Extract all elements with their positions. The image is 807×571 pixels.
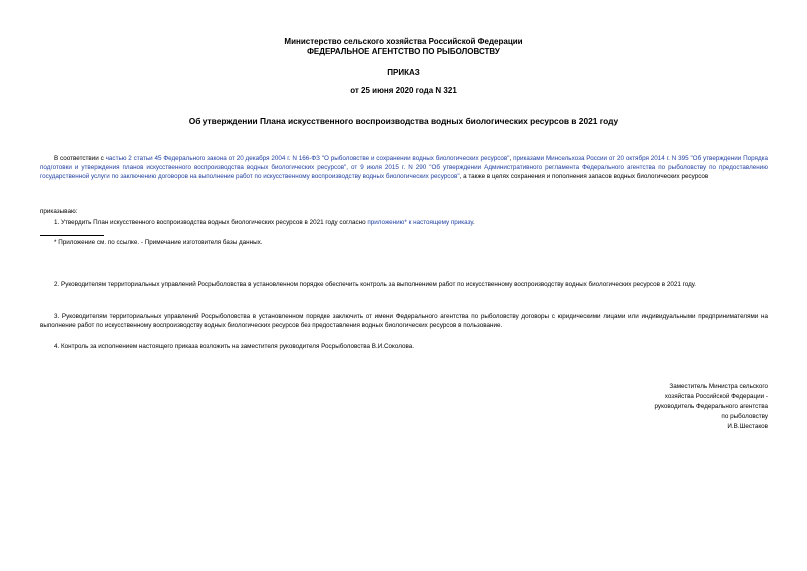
signature-line-3: руководитель Федерального агентства — [654, 403, 768, 411]
footnote-text: * Приложение см. по ссылке. - Примечание изготовителя базы данных. — [54, 239, 263, 246]
item-1-text: 1. Утвердить План искусственного воспроизводства водных биологических ресурсов в 2021 году согласно — [54, 219, 368, 226]
appendix-link[interactable]: приложению* к настоящему приказу — [367, 219, 473, 226]
signature-line-4: по рыболовству — [721, 413, 768, 421]
signature-block — [560, 382, 768, 432]
signature-line-2: хозяйства Российской Федерации - — [664, 393, 768, 401]
signature-name: И.В.Шестаков — [727, 423, 768, 431]
law-link[interactable]: частью 2 статьи 45 Федерального закона от 20 декабря 2004 г. N 166-ФЗ "О рыболовстве и сохранении водных биологических ресурсов" — [105, 155, 510, 162]
item-3-paragraph: 3. Руководителям территориальных управлений Росрыболовства в установленном порядке заключить от имени Федерального агентства по рыболовству договоры с юридическими лицами или индивидуальными предпринимателями на выполнение работ по искусственному воспроизводству водных биологических ресурсов без предоставления водных биологических ресурсов в пользование. — [40, 313, 768, 329]
intro-paragraph — [40, 155, 768, 182]
intro-text-3: , а также в целях сохранения и пополнения запасов водных биологических ресурсов — [459, 172, 709, 180]
orders-link[interactable]: приказами Минсельхоза России от 20 октября 2014 г. N 395 "Об утверждении Порядка подготовки и утверждения планов искусственного воспроизводства водных биологических ресурсов", от 9 июля 2015 г. N 290 "Об утверждении Административного регламента Федерального агентства по рыболовству по предоставлению государственной услуги по заключению договоров на выполнение работ по искусственному воспроизводству водных биологических ресурсов" — [40, 155, 769, 180]
doc-type-heading: ПРИКАЗ — [387, 68, 420, 77]
date-number-heading: от 25 июня 2020 года N 321 — [350, 86, 457, 95]
prikazyvayu-text: приказываю: — [40, 208, 78, 215]
item-1-end: . — [472, 219, 475, 226]
intro-text-1: В соответствии с — [54, 155, 106, 162]
footnote-divider — [40, 235, 104, 236]
signature-line-1: Заместитель Министра сельского — [669, 383, 768, 390]
intro-text-2: , — [509, 155, 514, 162]
item-1-paragraph — [40, 219, 768, 228]
item-2-paragraph: 2. Руководителям территориальных управлений Росрыболовства в установленном порядке обеспечить контроль за выполнением работ по искусственному воспроизводству водных биологических ресурсов в 2021 году. — [54, 281, 697, 288]
item-4-paragraph: 4. Контроль за исполнением настоящего приказа возложить на заместителя руководителя Росрыболовства В.И.Соколова. — [54, 343, 415, 350]
agency-heading: ФЕДЕРАЛЬНОЕ АГЕНТСТВО ПО РЫБОЛОВСТВУ — [307, 47, 500, 56]
ministry-heading: Министерство сельского хозяйства Российской Федерации — [284, 37, 523, 46]
document-title: Об утверждении Плана искусственного воспроизводства водных биологических ресурсов в 2021 году — [188, 116, 619, 126]
